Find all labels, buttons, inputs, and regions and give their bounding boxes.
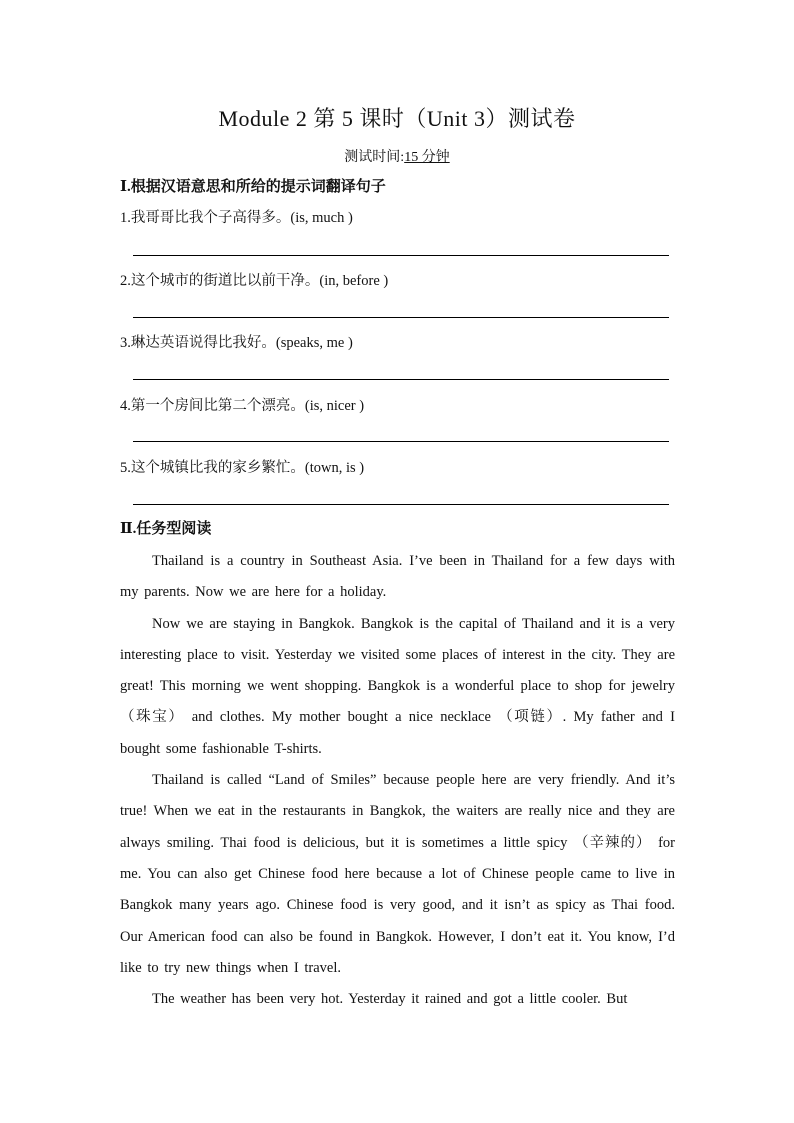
passage-paragraph: The weather has been very hot. Yesterday it rained and got a little cooler. But bbox=[152, 991, 628, 1008]
reading-passage bbox=[120, 546, 675, 1015]
question-2: 2.这个城市的街道比以前干净。(in, before ) bbox=[120, 273, 389, 289]
passage-paragraph: Thailand is a country in Southeast Asia. I’ve been in Thailand for a few days with my parents. Now we are here for a holiday. bbox=[120, 553, 675, 601]
passage-paragraph: Thailand is called “Land of Smiles” because people here are very friendly. And it’s true! When we eat in the restaurants in Bangkok, the waiters are really nice and they are always smiling. Thai food is delicious, but it is sometimes a little spicy （辛辣的） for me. You can also get Chinese food here because a lot of Chinese people came to live in Bangkok many years ago. Chinese food is very good, and it isn’t as spicy as Thai food. Our American food can also be found in Bangkok. However, I don’t eat it. You know, I’d like to try new things when I travel. bbox=[120, 772, 675, 976]
passage-paragraph: Now we are staying in Bangkok. Bangkok is the capital of Thailand and it is a very interesting place to visit. Yesterday we visited some places of interest in the city. They are great! This morning we went shopping. Bangkok is a wonderful place to shop for jewelry （珠宝） and clothes. My mother bought a nice necklace （项链）. My father and I bought some fashionable T-shirts. bbox=[120, 615, 675, 757]
test-time bbox=[0, 146, 794, 166]
answer-line-2[interactable] bbox=[133, 317, 669, 318]
answer-line-1[interactable] bbox=[133, 255, 669, 256]
question-5: 5.这个城镇比我的家乡繁忙。(town, is ) bbox=[120, 460, 365, 476]
answer-line-5[interactable] bbox=[133, 504, 669, 505]
section-1-heading: Ⅰ.根据汉语意思和所给的提示词翻译句子 bbox=[120, 179, 386, 195]
question-1: 1.我哥哥比我个子高得多。(is, much ) bbox=[120, 210, 353, 226]
answer-line-4[interactable] bbox=[133, 441, 669, 442]
answer-line-3[interactable] bbox=[133, 379, 669, 380]
section-2-heading: Ⅱ.任务型阅读 bbox=[120, 521, 212, 537]
test-time-value: 15 分钟 bbox=[404, 150, 450, 165]
test-time-label: 测试时间: bbox=[344, 150, 405, 165]
page-title: Module 2 第 5 课时（Unit 3）测试卷 bbox=[218, 106, 576, 131]
question-4: 4.第一个房间比第二个漂亮。(is, nicer ) bbox=[120, 398, 365, 414]
question-3: 3.琳达英语说得比我好。(speaks, me ) bbox=[120, 335, 353, 351]
